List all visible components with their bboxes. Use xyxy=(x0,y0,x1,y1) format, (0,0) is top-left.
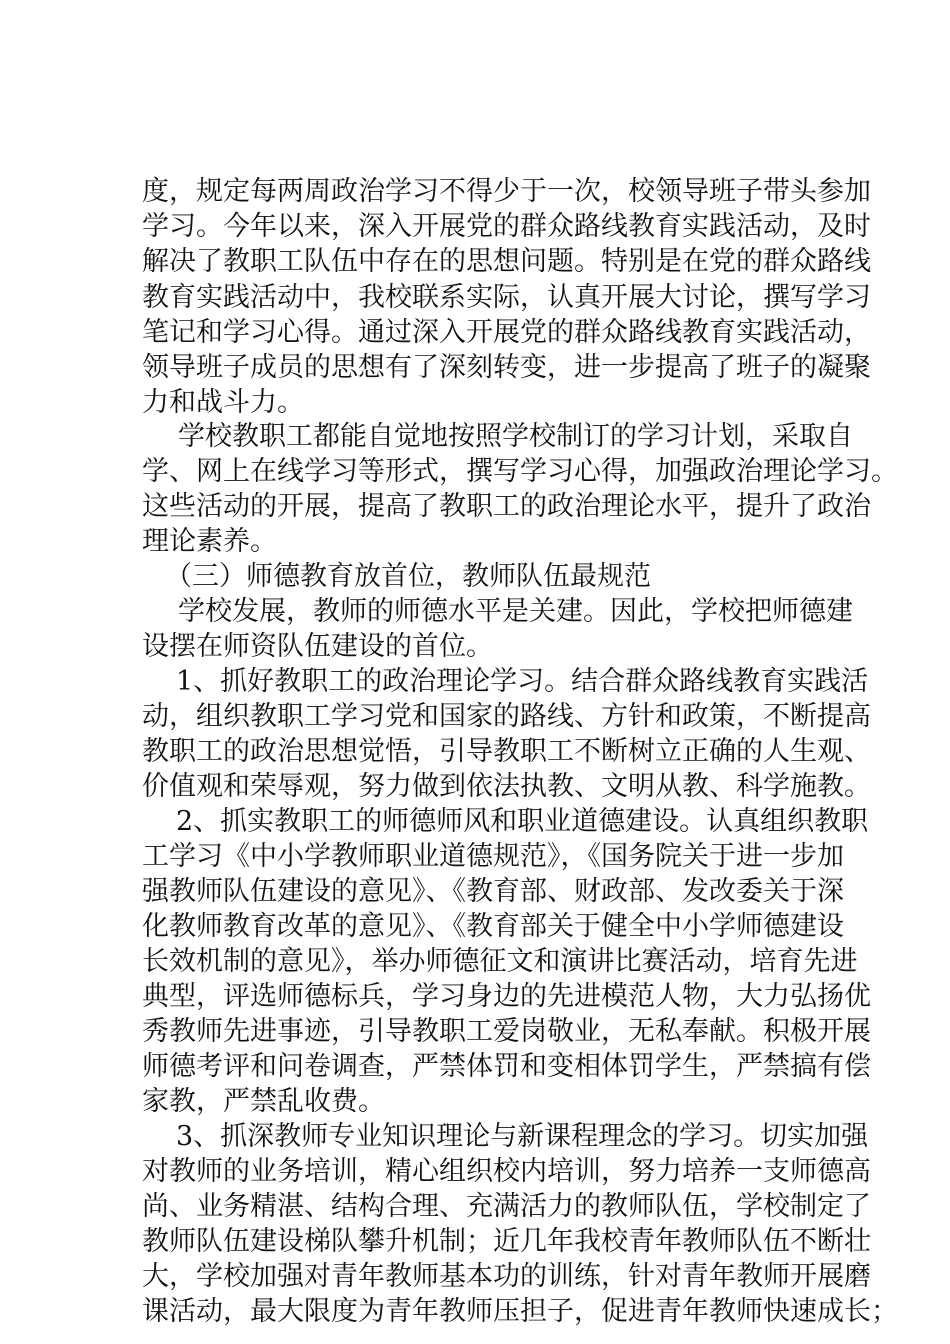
text-line: 教职工的政治思想觉悟，引导教职工不断树立正确的人生观、 xyxy=(142,736,871,767)
text-line: 化教师教育改革的意见》、《教育部关于健全中小学师德建设 xyxy=(142,911,844,942)
text-line: 家教，严禁乱收费。 xyxy=(142,1086,385,1117)
numbered-item-3: 3、抓深教师专业知识理论与新课程理念的学习。切实加强 xyxy=(176,1121,869,1152)
text-line: 设摆在师资队伍建设的首位。 xyxy=(142,631,493,662)
text-line: 教师队伍建设梯队攀升机制；近几年我校青年教师队伍不断壮 xyxy=(142,1226,871,1257)
paragraph-first-line: 学校教职工都能自觉地按照学校制订的学习计划，采取自 xyxy=(178,421,853,452)
text-line: 力和战斗力。 xyxy=(142,387,304,418)
paragraph-first-line: 学校发展，教师的师德水平是关建。因此，学校把师德建 xyxy=(178,596,853,627)
text-line: 课活动，最大限度为青年教师压担子，促进青年教师快速成长； xyxy=(142,1296,898,1327)
text-line: 对教师的业务培训，精心组织校内培训，努力培养一支师德高 xyxy=(142,1156,871,1187)
text-line: 笔记和学习心得。通过深入开展党的群众路线教育实践活动， xyxy=(142,317,871,348)
text-line: 学习。今年以来，深入开展党的群众路线教育实践活动，及时 xyxy=(142,211,871,242)
text-line: 度，规定每两周政治学习不得少于一次，校领导班子带头参加 xyxy=(142,176,871,207)
text-line: 尚、业务精湛、结构合理、充满活力的教师队伍，学校制定了 xyxy=(142,1191,871,1222)
text-line: 师德考评和问卷调查，严禁体罚和变相体罚学生，严禁搞有偿 xyxy=(142,1051,871,1082)
text-line: 强教师队伍建设的意见》、《教育部、财政部、发改委关于深 xyxy=(142,876,844,907)
numbered-item-2: 2、抓实教职工的师德师风和职业道德建设。认真组织教职 xyxy=(176,806,869,837)
text-line: 解决了教职工队伍中存在的思想问题。特别是在党的群众路线 xyxy=(142,246,871,277)
text-line: 价值观和荣辱观，努力做到依法执教、文明从教、科学施教。 xyxy=(142,771,871,802)
numbered-item-1: 1、抓好教职工的政治理论学习。结合群众路线教育实践活 xyxy=(176,666,869,697)
text-line: 教育实践活动中，我校联系实际，认真开展大讨论，撰写学习 xyxy=(142,282,871,313)
text-line: 大，学校加强对青年教师基本功的训练，针对青年教师开展磨 xyxy=(142,1261,871,1292)
text-line: 领导班子成员的思想有了深刻转变，进一步提高了班子的凝聚 xyxy=(142,352,871,383)
text-line: 长效机制的意见》，举办师德征文和演讲比赛活动，培育先进 xyxy=(142,946,858,977)
text-line: 典型，评选师德标兵，学习身边的先进模范人物，大力弘扬优 xyxy=(142,981,871,1012)
text-line: 秀教师先进事迹，引导教职工爱岗敬业，无私奉献。积极开展 xyxy=(142,1016,871,1047)
text-line: 学、网上在线学习等形式，撰写学习心得，加强政治理论学习。 xyxy=(142,456,898,487)
text-line: 这些活动的开展，提高了教职工的政治理论水平，提升了政治 xyxy=(142,491,871,522)
text-line: 理论素养。 xyxy=(142,526,277,557)
text-line: 动，组织教职工学习党和国家的路线、方针和政策，不断提高 xyxy=(142,701,871,732)
text-line: 工学习《中小学教师职业道德规范》，《国务院关于进一步加 xyxy=(142,841,844,872)
section-heading: （三）师德教育放首位，教师队伍最规范 xyxy=(165,561,651,592)
